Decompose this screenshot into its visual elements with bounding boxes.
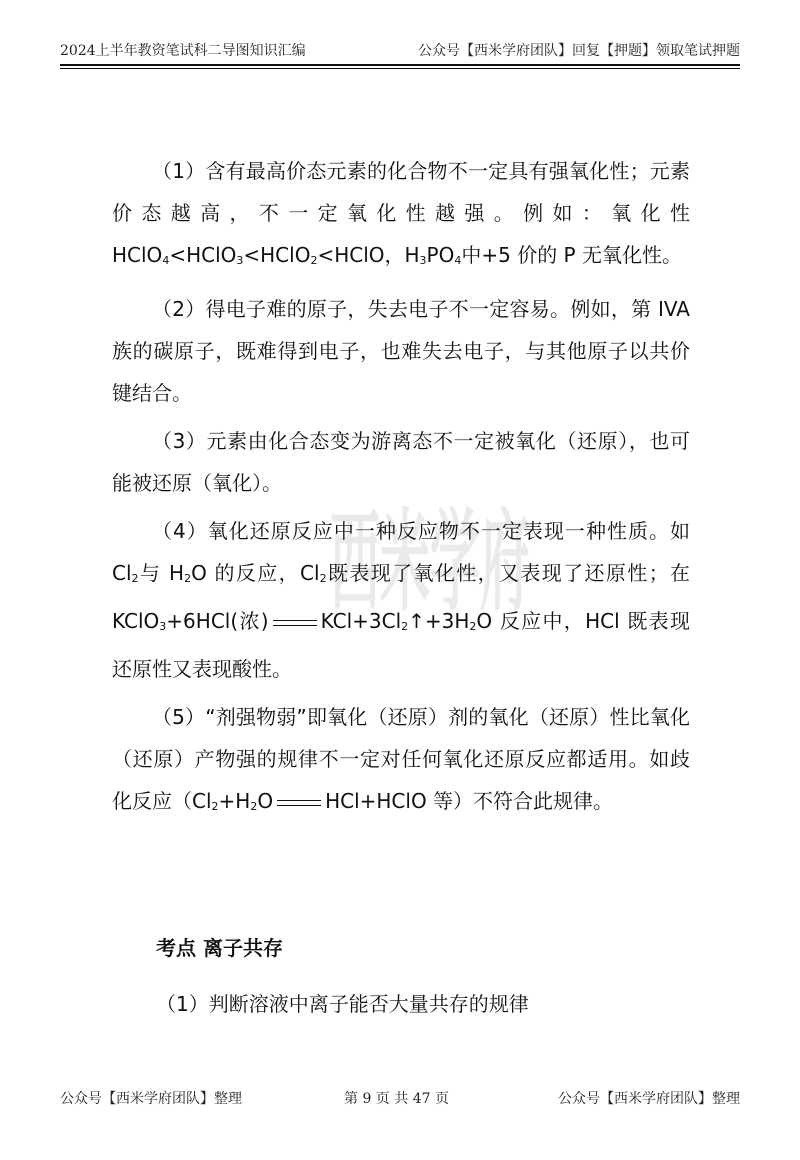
text-run: O [257,789,274,813]
paragraph-1 [112,150,690,282]
header-promo: 公众号【西米学府团队】回复【押题】领取笔试押题 [418,43,740,59]
text-run: O 的反应，Cl [191,561,320,585]
subscript: 4 [162,254,170,267]
text-run: KCl+3Cl [320,609,402,633]
header-title: 2024上半年教资笔试科二导图知识汇编 [60,43,306,59]
section-subitem: （1）判断溶液中离子能否大量共存的规律 [156,992,529,1016]
text-run: +H [218,789,251,813]
equals-sign [277,800,321,806]
text-run: +6HCl(浓) [166,609,269,633]
subscript: 4 [454,254,462,267]
text-run: <HClO [169,243,237,267]
subscript: 3 [159,620,167,633]
section-heading: 考点 离子共存 [156,936,283,960]
header-rule [60,64,740,66]
footer-right: 公众号【西米学府团队】整理 [558,1091,740,1107]
page-body [112,150,690,834]
subscript: 2 [184,572,192,585]
header-rule-thin [60,68,740,69]
footer-left: 公众号【西米学府团队】整理 [60,1091,242,1107]
subscript: 3 [419,254,427,267]
subscript: 2 [401,620,409,633]
text-run: <HClO [243,243,311,267]
page-number: 第 9 页 共 47 页 [344,1091,449,1107]
page-header [60,36,740,66]
text-run: （1）含有最高价态元素的化合物不一定具有强氧化性；元素价态越高，不一定氧化性越强。例如：氧化性 HClO [112,159,690,267]
text-run: O 反应中，HCl 既表现还原性又表现酸性。 [112,609,690,681]
watermark-text: 西米学府 [330,498,530,626]
text-run: 中+5 价的 P 无氧化性。 [461,243,682,267]
subscript: 3 [236,254,244,267]
paragraph-4 [112,510,690,690]
subscript: 2 [131,572,139,585]
paragraph-5 [112,696,690,828]
subscript: 2 [310,254,318,267]
subscript: 2 [469,620,477,633]
subscript: 2 [319,572,327,585]
subscript: 2 [211,800,219,813]
text-run: ↑+3H [408,609,470,633]
paragraph-3: （3）元素由化合态变为游离态不一定被氧化（还原），也可能被还原（氧化）。 [112,429,690,495]
equals-sign [273,620,317,626]
text-run: <HClO，H [317,243,420,267]
text-run: HCl+HClO 等）不符合此规律。 [325,789,614,813]
text-run: 与 H [138,561,185,585]
text-run: （5）“剂强物弱”即氧化（还原）剂的氧化（还原）性比氧化（还原）产物强的规律不一定对任何氧化还原反应都适用。如歧化反应（Cl [112,705,690,813]
text-run: PO [426,243,455,267]
paragraph-2: （2）得电子难的原子，失去电子不一定容易。例如，第 IVA 族的碳原子，既难得到电子，也难失去电子，与其他原子以共价键结合。 [112,297,690,405]
text-run: （4）氧化还原反应中一种反应物不一定表现一种性质。如 Cl [112,519,690,585]
text-run: 既表现了氧化性，又表现了还原性；在 KClO [112,561,690,633]
subscript: 2 [250,800,258,813]
